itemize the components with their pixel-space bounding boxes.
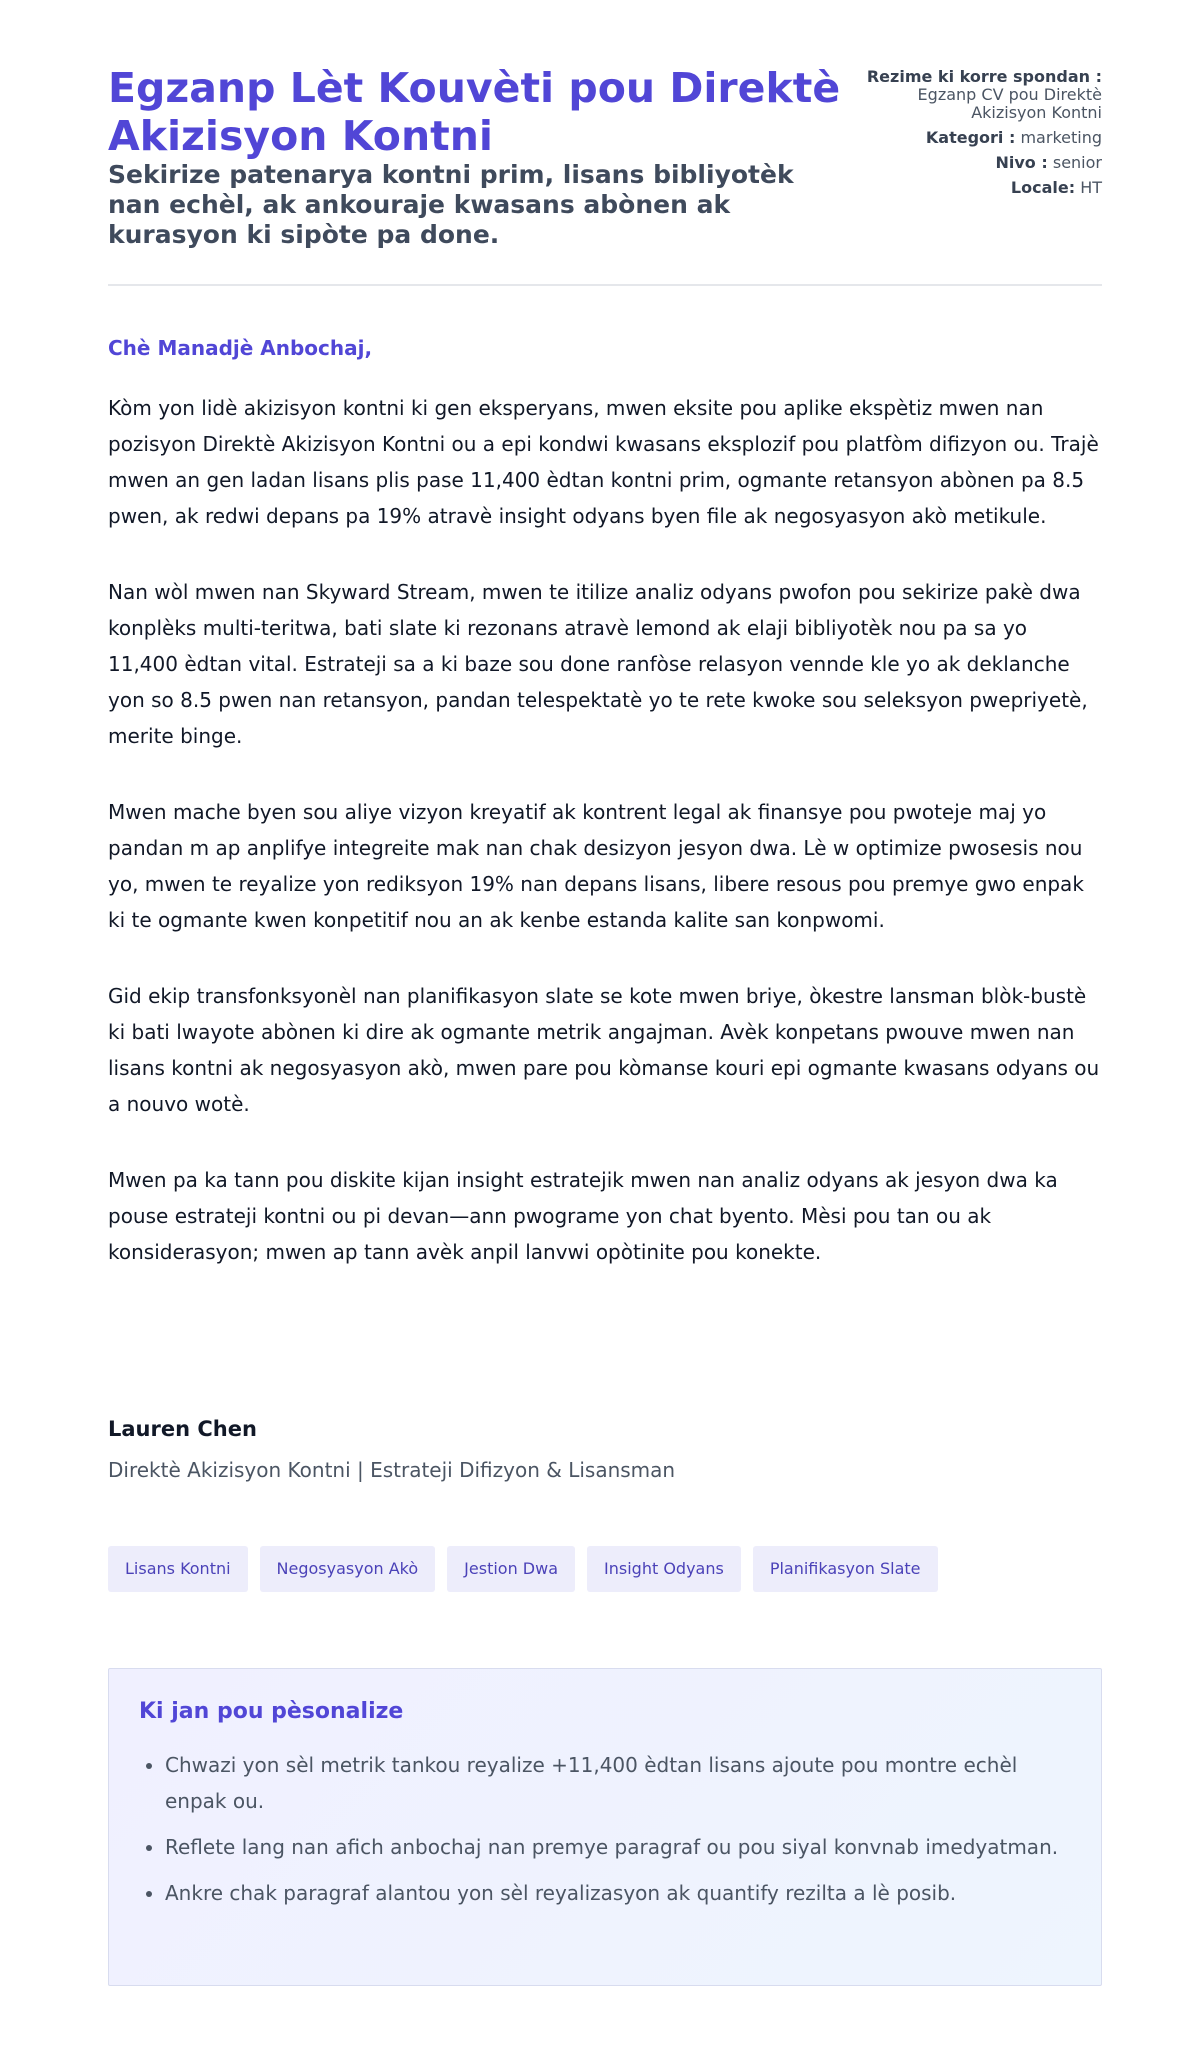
meta-locale [842, 179, 1102, 197]
customization-tips-box [108, 1668, 1102, 1986]
tip-item: • Ankre chak paragraf alantou yon sèl reyalizasyon ak quantify rezilta a lè posib. [165, 1875, 1065, 1911]
tips-title: Ki jan pou pèsonalize [139, 1699, 404, 1724]
skill-tag: Negosyasyon Akò [260, 1546, 436, 1592]
meta-level [842, 154, 1102, 172]
meta-locale-label: Locale: [1010, 178, 1076, 197]
meta-level-label: Nivo : [995, 153, 1048, 172]
meta-panel [842, 68, 1102, 204]
skill-tags [108, 1546, 938, 1592]
page-title: Egzanp Lèt Kouvèti pou Direktè Akizisyon Kontni [108, 64, 841, 160]
page-subtitle: Sekirize patenarya kontni prim, lisans bibliyotèk nan echèl, ak ankouraje kwasans abònen ak kurasyon ki sipòte pa done. [108, 160, 794, 249]
meta-level-value: senior [1052, 153, 1102, 172]
letter-paragraph: Nan wòl mwen nan Skyward Stream, mwen te itilize analiz odyans pwofon pou sekirize pakè dwa konplèks multi-teritwa, bati slate ki rezonans atravè lemond ak elaji bibliyotèk nou pa sa yo 11,400 èdtan vital. Estrateji sa a ki baze sou done ranfòse relasyon vennde kle yo ak deklanche yon so 8.5 pwen nan retansyon, pandan telespektatè yo te rete kwoke sou seleksyon pwepriyetè, merite binge. [108, 580, 1088, 748]
tip-item: • Reflete lang nan afich anbochaj nan premye paragraf ou pou siyal konvnab imedyatman. [165, 1829, 1065, 1865]
signer-title: Direktè Akizisyon Kontni | Estrateji Difizyon & Lisansman [108, 1458, 676, 1482]
meta-category-label: Kategori : [925, 128, 1016, 147]
letter-paragraph: Kòm yon lidè akizisyon kontni ki gen eksperyans, mwen eksite pou aplike ekspètiz mwen nan pozisyon Direktè Akizisyon Kontni ou a epi kondwi kwasans eksplozif pou platfòm difizyon ou. Trajè mwen an gen ladan lisans plis pase 11,400 èdtan kontni prim, ogmante retansyon abònen pa 8.5 pwen, ak redwi depans pa 19% atravè insight odyans byen file ak negosyasyon akò metikule. [108, 396, 1099, 528]
meta-category [842, 129, 1102, 147]
skill-tag: Insight Odyans [587, 1546, 741, 1592]
letter-body [108, 390, 1102, 1310]
document-header [108, 64, 1102, 286]
skill-tag: Planifikasyon Slate [753, 1546, 938, 1592]
meta-resume [842, 68, 1102, 122]
tips-list [139, 1747, 1065, 1921]
signer-name: Lauren Chen [108, 1417, 257, 1441]
meta-category-value: marketing [1020, 128, 1102, 147]
salutation: Chè Manadjè Anbochaj, [108, 336, 373, 360]
meta-resume-label: Rezime ki korre spondan : [866, 67, 1102, 86]
meta-locale-value: HT [1080, 178, 1102, 197]
tip-item: • Chwazi yon sèl metrik tankou reyalize +11,400 èdtan lisans ajoute pou montre echèl enpak ou. [165, 1747, 1065, 1819]
letter-paragraph: Mwen mache byen sou aliye vizyon kreyatif ak kontrent legal ak finansye pou pwoteje maj yo pandan m ap anplifye integreite mak nan chak desizyon jesyon dwa. Lè w optimize pwosesis nou yo, mwen te reyalize yon rediksyon 19% nan depans lisans, libere resous pou premye gwo enpak ki te ogmante kwen konpetitif nou an ak kenbe estanda kalite san konpwomi. [108, 800, 1084, 932]
letter-paragraph: Mwen pa ka tann pou diskite kijan insight estratejik mwen nan analiz odyans ak jesyon dwa ka pouse estrateji kontni ou pi devan—ann pwograme yon chat byento. Mèsi pou tan ou ak konsiderasyon; mwen ap tann avèk anpil lanvwi opòtinite pou konekte. [108, 1168, 1058, 1264]
skill-tag: Lisans Kontni [108, 1546, 248, 1592]
meta-resume-value[interactable]: Egzanp CV pou Direktè Akizisyon Kontni [917, 85, 1102, 122]
letter-paragraph: Gid ekip transfonksyonèl nan planifikasyon slate se kote mwen briye, òkestre lansman blòk-bustè ki bati lwayote abònen ki dire ak ogmante metrik angajman. Avèk konpetans pwouve mwen nan lisans kontni ak negosyasyon akò, mwen pare pou kòmanse kouri epi ogmante kwasans odyans ou a nouvo wotè. [108, 984, 1100, 1116]
skill-tag: Jestion Dwa [447, 1546, 575, 1592]
